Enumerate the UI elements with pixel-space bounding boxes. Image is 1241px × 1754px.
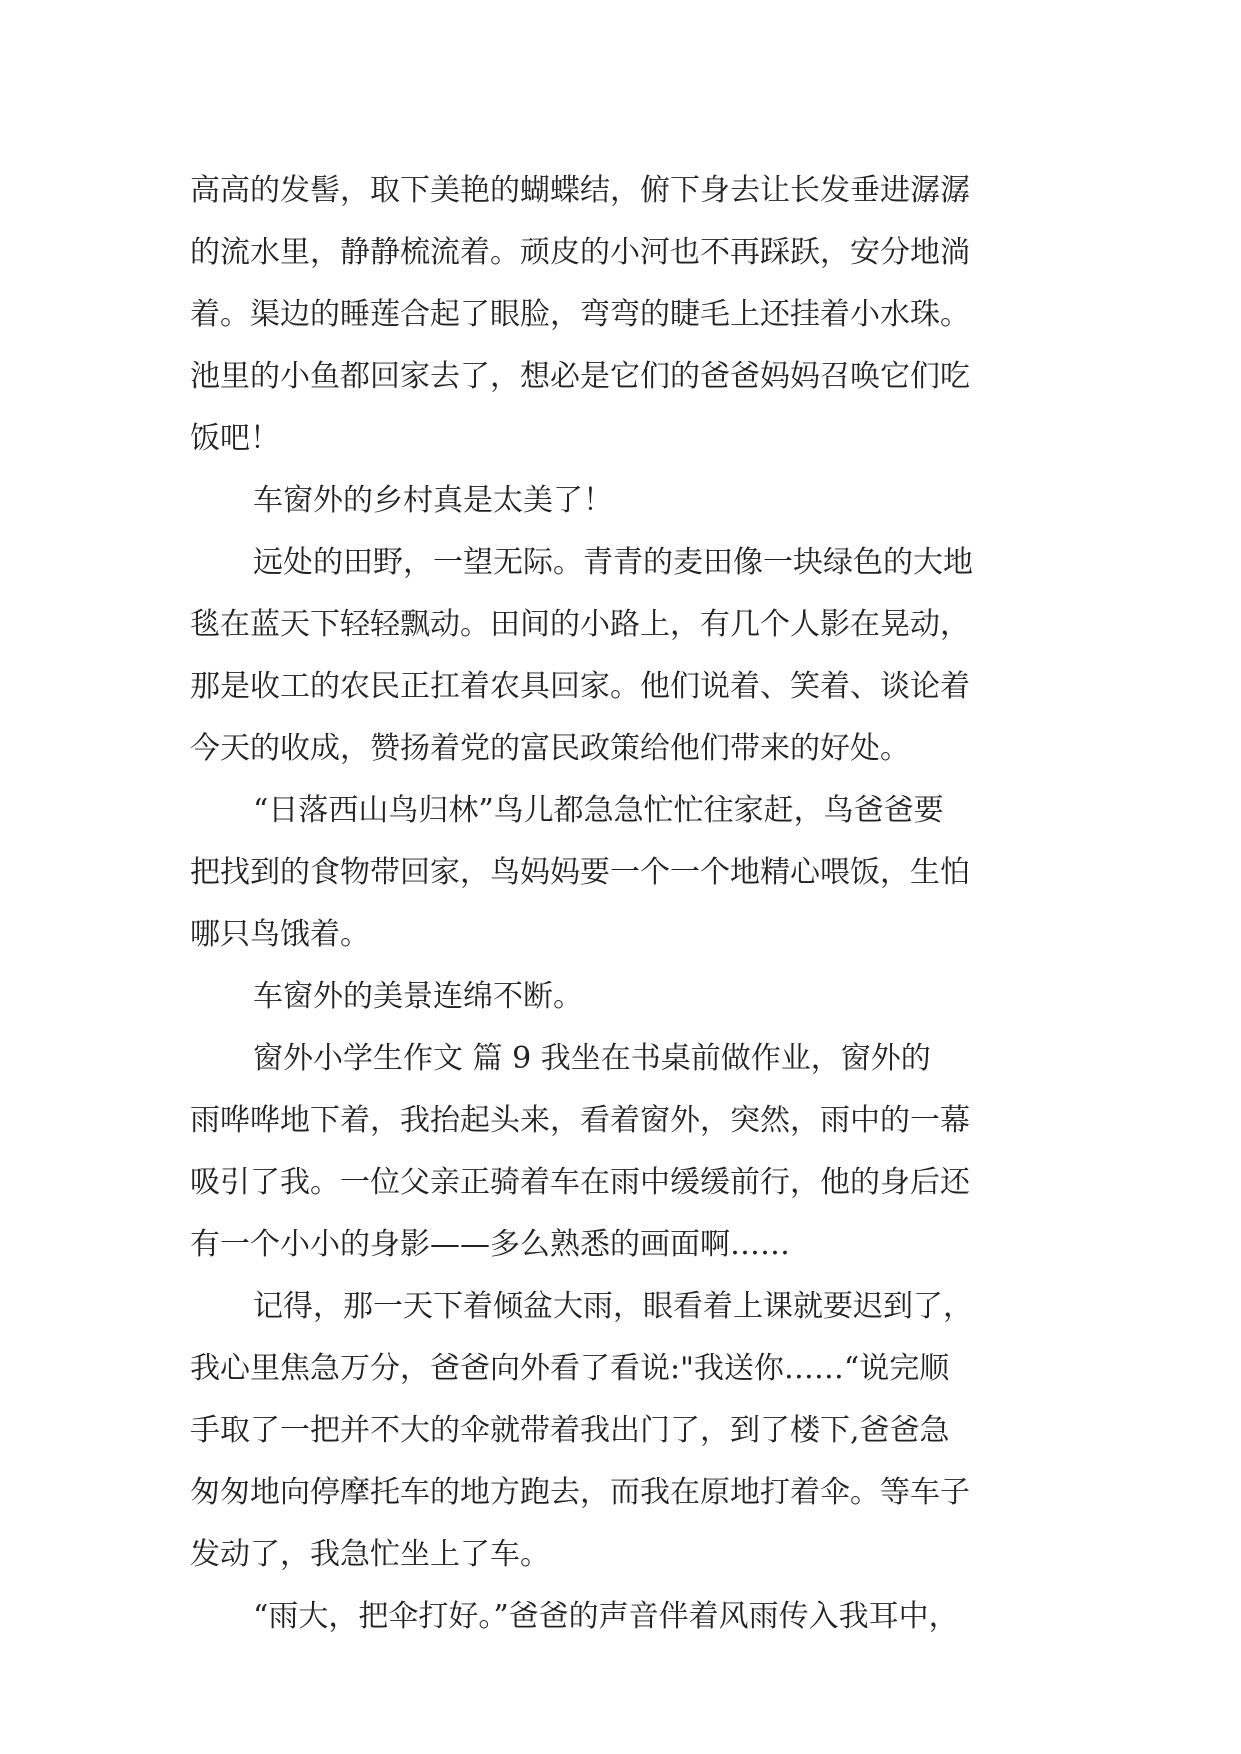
text-line: “日落西山鸟归林”鸟儿都急急忙忙往家赶，鸟爸爸要 [253, 793, 944, 828]
text-line: 饭吧！ [190, 421, 280, 456]
text-line: 我心里焦急万分，爸爸向外看了看说:"我送你……“说完顺 [190, 1351, 950, 1386]
text-line: 把找到的食物带回家，鸟妈妈要一个一个地精心喂饭，生怕 [190, 855, 970, 890]
text-line: 池里的小鱼都回家去了，想必是它们的爸爸妈妈召唤它们吃 [190, 359, 970, 394]
text-line: 匆匆地向停摩托车的地方跑去，而我在原地打着伞。等车子 [190, 1475, 970, 1510]
text-line: 记得，那一天下着倾盆大雨，眼看着上课就要迟到了， [253, 1289, 973, 1324]
text-line: 高高的发髻，取下美艳的蝴蝶结，俯下身去让长发垂进潺潺 [190, 173, 970, 208]
text-line: 手取了一把并不大的伞就带着我出门了，到了楼下,爸爸急 [190, 1413, 950, 1448]
text-line: “雨大，把伞打好。”爸爸的声音伴着风雨传入我耳中， [253, 1599, 959, 1634]
text-line: 的流水里，静静梳流着。顽皮的小河也不再踩跃，安分地淌 [190, 235, 970, 270]
text-line: 哪只鸟饿着。 [190, 917, 370, 952]
text-line: 着。渠边的睡莲合起了眼脸，弯弯的睫毛上还挂着小水珠。 [190, 297, 970, 332]
text-line: 今天的收成，赞扬着党的富民政策给他们带来的好处。 [190, 731, 910, 766]
document-body [190, 160, 1070, 1648]
text-line: 毯在蓝天下轻轻飘动。田间的小路上，有几个人影在晃动， [190, 607, 970, 642]
text-line: 发动了，我急忙坐上了车。 [190, 1537, 550, 1572]
text-line: 那是收工的农民正扛着农具回家。他们说着、笑着、谈论着 [190, 669, 970, 704]
text-line: 窗外小学生作文 篇 9 我坐在书桌前做作业，窗外的 [253, 1041, 931, 1076]
text-line: 吸引了我。一位父亲正骑着车在雨中缓缓前行，他的身后还 [190, 1165, 970, 1200]
text-line: 雨哗哗地下着，我抬起头来，看着窗外，突然，雨中的一幕 [190, 1103, 970, 1138]
text-line: 车窗外的乡村真是太美了！ [253, 483, 613, 518]
text-line: 远处的田野，一望无际。青青的麦田像一块绿色的大地 [253, 545, 973, 580]
text-line: 有一个小小的身影——多么熟悉的画面啊…… [190, 1227, 790, 1262]
text-line: 车窗外的美景连绵不断。 [253, 979, 583, 1014]
